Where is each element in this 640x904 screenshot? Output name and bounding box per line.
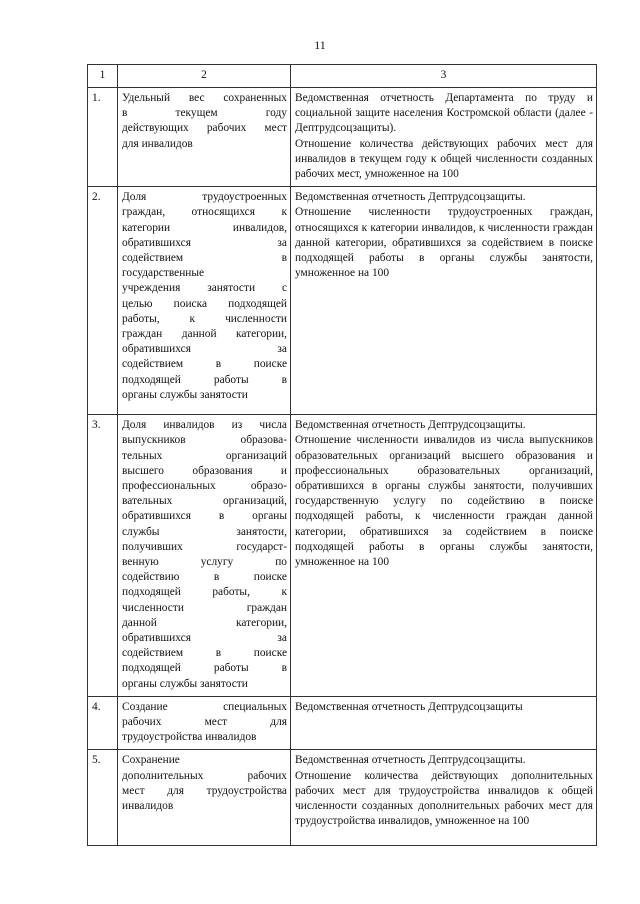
indicator-line: получивших государст- [122,540,287,553]
indicator-line: обратившихся за [122,343,287,356]
source-cell [291,88,597,187]
table-row [88,88,597,187]
source-paragraph: Ведомственная отчетность Дептрудсоцзащиты. [295,754,526,767]
indicator-line: обратившихся за [122,632,287,645]
indicator-line: выпускников образова- [122,434,287,447]
source-paragraph: Ведомственная отчетность Департамента по труду и социальной защите населения Костромской области (далее - Дептрудсоцзащиты). [295,92,593,135]
indicator-line: численности граждан [122,601,287,614]
indicator-line: граждан данной категории, [122,328,287,341]
indicator-line: государственные [122,267,205,280]
indicator-line: работы, к численности [122,312,287,325]
indicator-line: подходящей работы, к [122,586,287,599]
indicator-line: Доля инвалидов из числа [122,419,287,432]
indicator-line: службы занятости, [122,525,287,538]
indicator-line: Сохранение [122,754,180,767]
indicator-cell [118,187,291,415]
indicator-cell [118,750,291,846]
indicator-line: граждан, относящихся к [122,206,287,219]
source-paragraph: Отношение численности трудоустроенных граждан, относящихся к категории инвалидов, к численности граждан данной категории, обратившихся за содействием в поиске подходящей работы в органы службы занятости, умноженное на 100 [295,206,593,280]
indicators-table [87,64,597,846]
indicator-line: обратившихся в органы [122,510,287,523]
row-number: 3. [88,415,118,697]
table-row [88,696,597,750]
indicator-line: целью поиска подходящей [122,297,287,310]
table-header-row [88,65,597,88]
indicator-cell [118,415,291,697]
indicator-line: содействием в поиске [122,358,287,371]
source-cell [291,696,597,750]
indicator-line: в текущем году [122,107,287,120]
indicator-line: содействию в поиске [122,571,287,584]
indicator-line: рабочих мест для [122,716,287,729]
table-row [88,187,597,415]
column-header: 1 [88,65,118,88]
indicator-line: органы службы занятости [122,677,248,690]
source-cell [291,750,597,846]
indicator-line: профессиональных образо- [122,480,287,493]
indicator-line: учреждения занятости с [122,282,287,295]
source-cell [291,187,597,415]
row-number: 5. [88,750,118,846]
page-number: 11 [314,38,326,52]
indicator-cell [118,696,291,750]
indicator-line: мест для трудоустройства [122,784,287,797]
source-cell [291,415,597,697]
indicator-line: Доля трудоустроенных [122,191,287,204]
indicator-cell [118,88,291,187]
table-row [88,750,597,846]
indicator-line: вательных организаций, [122,495,287,508]
source-paragraph: Ведомственная отчетность Дептрудсоцзащиты [295,700,523,713]
indicator-line: Удельный вес сохраненных [122,92,287,104]
indicator-line: венную услугу по [122,556,287,569]
indicator-line: для инвалидов [122,137,193,150]
source-paragraph: Отношение количества действующих рабочих мест для инвалидов в текущем году к общей численности созданных рабочих мест, умноженное на 100 [295,137,593,181]
row-number: 2. [88,187,118,415]
indicator-line: высшего образования и [122,464,287,477]
indicator-line: подходящей работы в [122,373,287,386]
source-paragraph: Ведомственная отчетность Дептрудсоцзащиты. [295,191,526,204]
indicator-line: обратившихся за [122,236,287,249]
table-row [88,415,597,697]
indicator-line: содействием в [122,252,287,265]
indicator-line: действующих рабочих мест [122,122,287,135]
indicator-line: органы службы занятости [122,388,248,401]
indicator-line: трудоустройства инвалидов [122,731,257,744]
column-header: 3 [291,65,597,88]
source-paragraph: Ведомственная отчетность Дептрудсоцзащиты. [295,419,526,432]
indicator-line: данной категории, [122,616,287,629]
indicator-line: Создание специальных [122,700,287,713]
source-paragraph: Отношение численности инвалидов из числа выпускников образовательных организаций высшего образования и профессиональных образовательных организаций, обратившихся в органы службы занятости, получивших государственную услугу по содействию в поиске подходящей работы, к численности граждан данной категории, обратившихся за содействием в поиске подходящей работы в органы службы занятости, умноженное на 100 [295,434,593,569]
indicator-line: тельных организаций [122,449,287,462]
source-paragraph: Отношение количества действующих дополнительных рабочих мест для трудоустройства инвалидов к общей численности созданных дополнительных рабочих мест для трудоустройства инвалидов, умноженное на 100 [295,769,593,828]
row-number: 4. [88,696,118,750]
indicator-line: инвалидов [122,800,174,813]
indicator-line: подходящей работы в [122,662,287,675]
row-number: 1. [88,88,118,187]
column-header: 2 [118,65,291,88]
indicator-line: категории инвалидов, [122,221,287,234]
indicator-line: содействием в поиске [122,647,287,660]
indicator-line: дополнительных рабочих [122,769,287,782]
